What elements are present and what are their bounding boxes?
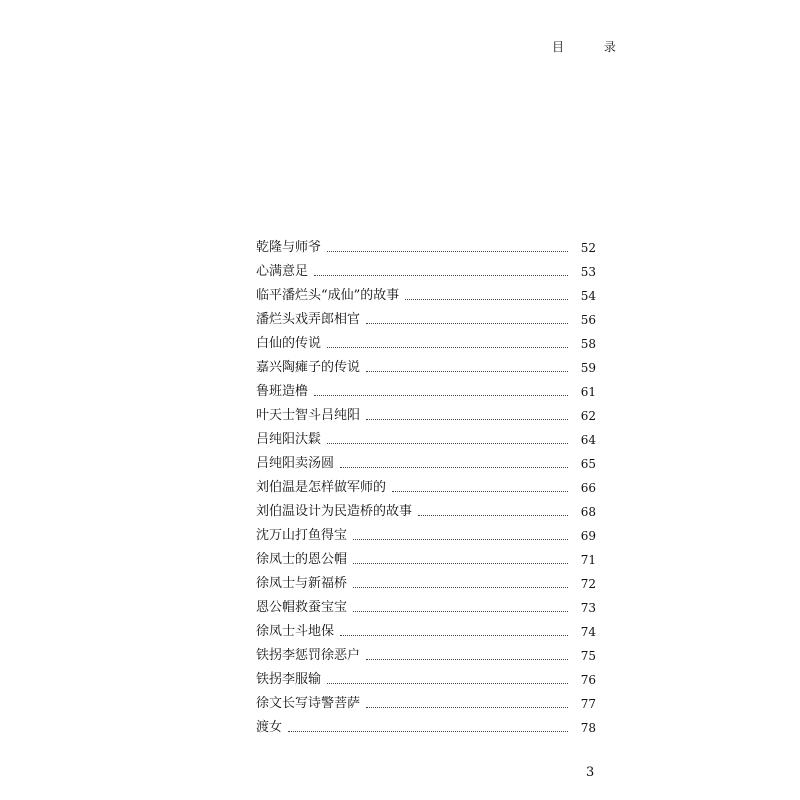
- toc-entry-title: 沈万山打鱼得宝: [256, 528, 348, 543]
- toc-entry: [256, 592, 596, 616]
- dot-leader: [366, 323, 568, 324]
- toc-entry-page: 75: [580, 649, 596, 663]
- dot-leader: [366, 371, 568, 372]
- toc-entry-page: 72: [580, 577, 596, 591]
- toc-entry: [256, 496, 596, 520]
- toc-entry-page: 59: [580, 361, 596, 375]
- page-number: 3: [586, 765, 595, 780]
- toc-entry-page: 76: [580, 673, 596, 687]
- toc-entry-title: 渡女: [256, 720, 283, 735]
- toc-entry-page: 69: [580, 529, 596, 543]
- toc-entry-title: 徐文长写诗警菩萨: [256, 696, 361, 711]
- toc-entry: [256, 400, 596, 424]
- toc-entry-title: 刘伯温设计为民造桥的故事: [256, 504, 413, 519]
- toc-entry-title: 潘烂头戏弄郎相官: [256, 312, 361, 327]
- toc-entry-title: 白仙的传说: [256, 336, 322, 351]
- toc-entry: [256, 544, 596, 568]
- toc-entry-page: 58: [580, 337, 596, 351]
- toc-entry: [256, 568, 596, 592]
- toc-entry: [256, 688, 596, 712]
- toc-entry: [256, 520, 596, 544]
- dot-leader: [366, 707, 568, 708]
- toc-entry-page: 64: [580, 433, 596, 447]
- toc-entry: [256, 280, 596, 304]
- toc-entry: [256, 448, 596, 472]
- toc-entry: [256, 328, 596, 352]
- dot-leader: [288, 731, 568, 732]
- toc-entry: [256, 232, 596, 256]
- dot-leader: [327, 251, 568, 252]
- toc-entry-title: 心满意足: [256, 264, 309, 279]
- dot-leader: [340, 467, 568, 468]
- toc-entry: [256, 256, 596, 280]
- toc-entry-page: 62: [580, 409, 596, 423]
- toc-entry-title: 徐凤士斗地保: [256, 624, 335, 639]
- dot-leader: [353, 563, 568, 564]
- running-header: 目 录: [552, 40, 634, 54]
- toc-entry-page: 77: [580, 697, 596, 711]
- toc-entry-title: 吕纯阳汏鬏: [256, 432, 322, 447]
- toc-entry-title: 叶天士智斗吕纯阳: [256, 408, 361, 423]
- toc-entry-title: 恩公帽救蚕宝宝: [256, 600, 348, 615]
- toc-entry-page: 73: [580, 601, 596, 615]
- toc-entry-title: 乾隆与师爷: [256, 240, 322, 255]
- dot-leader: [327, 683, 568, 684]
- toc-entry: [256, 712, 596, 736]
- toc-entry-page: 65: [580, 457, 596, 471]
- toc-entry: [256, 304, 596, 328]
- dot-leader: [366, 419, 568, 420]
- dot-leader: [353, 611, 568, 612]
- toc-entry-page: 52: [580, 241, 596, 255]
- toc-entry-title: 铁拐李服输: [256, 672, 322, 687]
- toc-entry: [256, 616, 596, 640]
- toc-entry-page: 54: [580, 289, 596, 303]
- toc-entry: [256, 352, 596, 376]
- dot-leader: [353, 539, 568, 540]
- toc-entry: [256, 472, 596, 496]
- dot-leader: [327, 347, 568, 348]
- dot-leader: [327, 443, 568, 444]
- toc-entry-page: 53: [580, 265, 596, 279]
- toc-entry-title: 刘伯温是怎样做军师的: [256, 480, 387, 495]
- dot-leader: [314, 395, 568, 396]
- toc-entry-page: 78: [580, 721, 596, 735]
- toc-entry-title: 徐凤士与新福桥: [256, 576, 348, 591]
- toc-entry: [256, 640, 596, 664]
- table-of-contents: [256, 232, 596, 736]
- dot-leader: [366, 659, 568, 660]
- dot-leader: [392, 491, 568, 492]
- toc-entry-page: 56: [580, 313, 596, 327]
- toc-entry-page: 61: [580, 385, 596, 399]
- toc-entry-title: 徐凤士的恩公帽: [256, 552, 348, 567]
- toc-entry-page: 66: [580, 481, 596, 495]
- toc-entry: [256, 664, 596, 688]
- toc-entry-page: 74: [580, 625, 596, 639]
- dot-leader: [418, 515, 568, 516]
- dot-leader: [340, 635, 568, 636]
- toc-entry-title: 铁拐李惩罚徐恶户: [256, 648, 361, 663]
- toc-entry: [256, 376, 596, 400]
- toc-entry-title: 鲁班造橹: [256, 384, 309, 399]
- dot-leader: [353, 587, 568, 588]
- toc-entry-title: 吕纯阳卖汤圆: [256, 456, 335, 471]
- toc-entry-page: 68: [580, 505, 596, 519]
- toc-entry-title: 临平潘烂头“成仙”的故事: [256, 288, 400, 303]
- dot-leader: [405, 299, 568, 300]
- toc-entry-page: 71: [580, 553, 596, 567]
- toc-entry: [256, 424, 596, 448]
- toc-entry-title: 嘉兴陶瘫子的传说: [256, 360, 361, 375]
- dot-leader: [314, 275, 568, 276]
